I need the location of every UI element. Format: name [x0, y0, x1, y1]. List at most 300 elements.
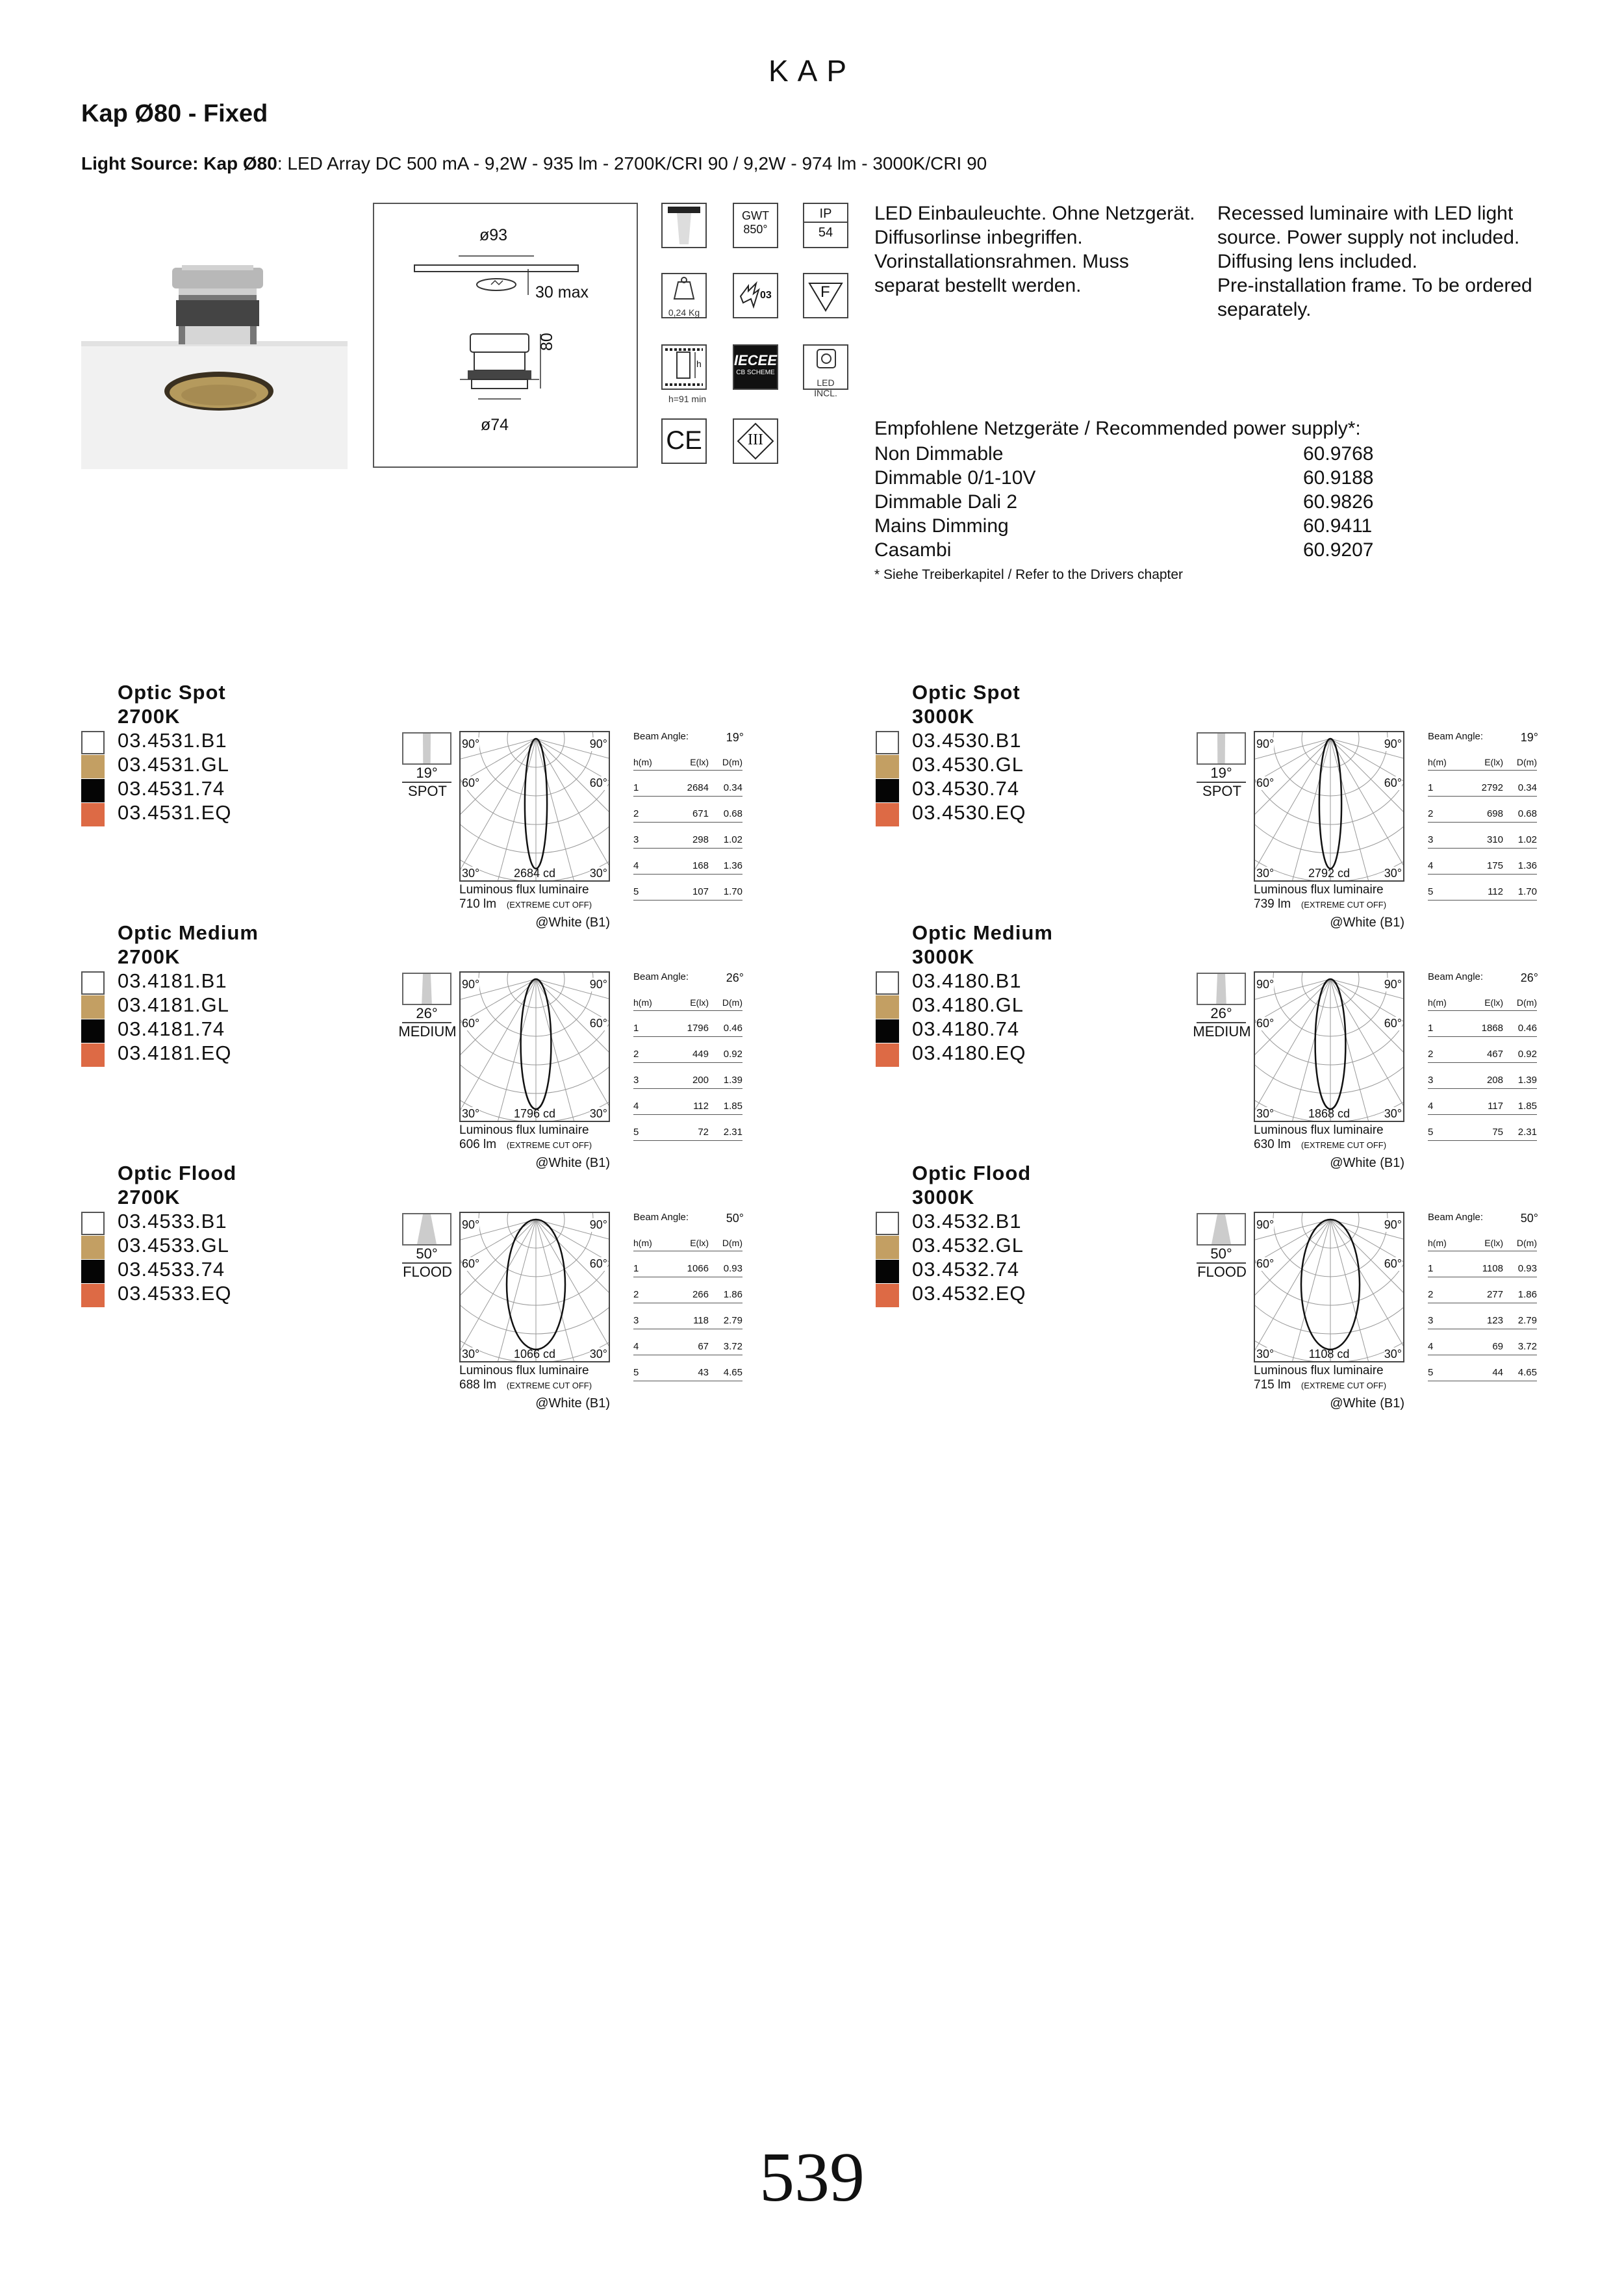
page-number: 539 — [759, 2139, 865, 2216]
angle-label: 90° — [589, 1218, 607, 1231]
luminous-flux — [1254, 1364, 1386, 1393]
cell-h: 4 — [1428, 849, 1460, 875]
article-code[interactable]: 03.4533.GL — [118, 1234, 230, 1257]
finish-swatch-b1 — [81, 1212, 105, 1235]
cell-e: 200 — [666, 1063, 709, 1089]
beam-angle-value: 50° — [1520, 1212, 1538, 1225]
angle-label: 30° — [1384, 1107, 1402, 1120]
article-code[interactable]: 03.4532.74 — [912, 1258, 1020, 1281]
description-en-line: Pre-installation frame. To be ordered — [1217, 275, 1532, 296]
angle-label: 60° — [589, 1017, 607, 1030]
f-mark-label: F — [820, 283, 830, 301]
optic-color-temp: 3000K — [912, 945, 975, 968]
flux-label: Luminous flux luminaire — [459, 1123, 589, 1137]
beam-table — [1428, 1212, 1538, 1381]
candela-value: 1108 cd — [1308, 1348, 1350, 1361]
bottom-diameter: ø74 — [481, 416, 509, 434]
finish-swatch-gl — [876, 1236, 899, 1259]
angle-label: 30° — [462, 867, 480, 880]
col-h: h(m) — [633, 988, 666, 1011]
beam-type — [1180, 732, 1264, 800]
flux-value: 739 lm — [1254, 897, 1291, 911]
angle-label: 30° — [589, 867, 607, 880]
article-code[interactable]: 03.4531.74 — [118, 777, 225, 800]
power-supply-list — [874, 442, 1377, 562]
cell-h: 3 — [633, 823, 666, 849]
cell-e: 1108 — [1460, 1251, 1503, 1277]
cell-h: 1 — [633, 1011, 666, 1037]
polar-curve — [461, 732, 609, 880]
finish-swatch-b1 — [81, 971, 105, 995]
article-code[interactable]: 03.4180.EQ — [912, 1041, 1026, 1064]
beam-name: FLOOD — [403, 1264, 452, 1280]
col-d: D(m) — [709, 748, 742, 771]
cell-e: 175 — [1460, 849, 1503, 875]
beam-name: SPOT — [1202, 783, 1241, 799]
beam-icon — [661, 203, 707, 248]
finish-swatch-eq — [81, 1043, 105, 1067]
ip-value: 54 — [818, 225, 833, 240]
cell-h: 4 — [633, 849, 666, 875]
cell-e: 2684 — [666, 771, 709, 797]
finish-swatch-b1 — [81, 731, 105, 754]
finish-swatch-b1 — [876, 1212, 899, 1235]
cell-d: 2.79 — [709, 1303, 742, 1329]
beam-angle-value: 26° — [726, 971, 744, 984]
angle-label: 90° — [1384, 737, 1402, 750]
flux-label: Luminous flux luminaire — [459, 883, 589, 897]
cell-h: 5 — [633, 1115, 666, 1141]
cell-d: 0.46 — [1503, 1011, 1537, 1037]
angle-label: 30° — [589, 1348, 607, 1361]
optic-title: Optic Flood — [118, 1162, 237, 1184]
table-row — [633, 1303, 742, 1329]
flux-value: 630 lm — [1254, 1138, 1291, 1151]
power-supply-name: Dimmable Dali 2 — [874, 491, 1018, 513]
protection-class-icon — [733, 418, 778, 464]
illuminance-table — [633, 1229, 742, 1381]
height-dimension: 80 — [538, 333, 556, 351]
table-row — [633, 823, 742, 849]
table-row — [633, 1063, 742, 1089]
polar-diagram — [459, 731, 610, 882]
angle-label: 60° — [462, 1017, 480, 1030]
cell-d: 0.92 — [709, 1037, 742, 1063]
cell-e: 107 — [666, 875, 709, 901]
cell-h: 5 — [633, 875, 666, 901]
beam-degree: 50° — [1197, 1246, 1246, 1264]
beam-table — [1428, 971, 1538, 1141]
product-photo — [81, 203, 348, 469]
white-reference: @White (B1) — [535, 1156, 610, 1170]
col-d: D(m) — [1503, 988, 1537, 1011]
beam-type — [385, 1213, 470, 1281]
description-de-line: separat bestellt werden. — [874, 275, 1082, 296]
iecee-icon — [733, 344, 778, 390]
angle-label: 30° — [1384, 867, 1402, 880]
article-code[interactable]: 03.4180.GL — [912, 993, 1024, 1016]
beam-degree: 26° — [402, 1005, 451, 1023]
weight-value: 0,24 Kg — [668, 307, 700, 318]
white-reference: @White (B1) — [1330, 915, 1404, 930]
cell-e: 266 — [666, 1277, 709, 1303]
beam-angle-label: Beam Angle: — [633, 1212, 689, 1223]
power-supply-row — [874, 490, 1377, 514]
beam-angle-value: 26° — [1520, 971, 1538, 984]
white-reference: @White (B1) — [1330, 1156, 1404, 1170]
cell-e: 112 — [666, 1089, 709, 1115]
article-code[interactable]: 03.4532.B1 — [912, 1210, 1022, 1233]
angle-label: 60° — [462, 1257, 480, 1270]
polar-curve — [1255, 1213, 1403, 1361]
angle-label: 60° — [1256, 1017, 1275, 1030]
cell-e: 449 — [666, 1037, 709, 1063]
power-supply-name: Mains Dimming — [874, 515, 1009, 537]
cell-e: 67 — [666, 1329, 709, 1355]
table-row — [1428, 1355, 1537, 1381]
illuminance-table — [1428, 988, 1537, 1141]
beam-table — [633, 971, 744, 1141]
table-row — [1428, 1277, 1537, 1303]
cell-d: 1.86 — [1503, 1277, 1537, 1303]
cell-e: 1066 — [666, 1251, 709, 1277]
col-h: h(m) — [1428, 1229, 1460, 1251]
white-reference: @White (B1) — [1330, 1396, 1404, 1411]
flux-value: 710 lm — [459, 897, 497, 911]
angle-label: 90° — [1384, 978, 1402, 991]
led-included-label: LED INCL. — [814, 377, 837, 398]
polar-diagram — [459, 971, 610, 1122]
beam-angle-value: 19° — [726, 731, 744, 744]
glow-wire-icon — [733, 203, 778, 248]
finish-swatch-74 — [876, 1260, 899, 1283]
cell-d: 1.39 — [709, 1063, 742, 1089]
table-row — [1428, 875, 1537, 901]
col-d: D(m) — [1503, 748, 1537, 771]
article-code[interactable]: 03.4530.B1 — [912, 729, 1022, 752]
beam-table — [633, 1212, 744, 1381]
finish-swatch-gl — [81, 755, 105, 778]
candela-value: 2792 cd — [1308, 867, 1351, 880]
beam-degree: 19° — [402, 765, 451, 783]
angle-label: 90° — [1256, 737, 1275, 750]
cell-d: 0.92 — [1503, 1037, 1537, 1063]
candela-value: 2684 cd — [513, 867, 556, 880]
illuminance-table — [633, 748, 742, 901]
beam-spread-icon — [402, 1213, 451, 1246]
table-row — [633, 1011, 742, 1037]
light-source-label: Light Source: Kap Ø80 — [81, 153, 277, 173]
beam-angle-label: Beam Angle: — [1428, 1212, 1484, 1223]
article-code[interactable]: 03.4531.EQ — [118, 801, 232, 824]
description-en-line: Recessed luminaire with LED light — [1217, 203, 1514, 224]
article-code[interactable]: 03.4531.B1 — [118, 729, 227, 752]
iecee-sub: CB SCHEME — [736, 369, 775, 376]
col-h: h(m) — [633, 1229, 666, 1251]
cell-d: 1.85 — [1503, 1089, 1537, 1115]
beam-angle-value: 19° — [1520, 731, 1538, 744]
table-row — [633, 875, 742, 901]
beam-angle-label: Beam Angle: — [633, 731, 689, 742]
beam-table — [633, 731, 744, 901]
beam-spread-icon — [402, 732, 451, 765]
description-de-line: Diffusorlinse inbegriffen. — [874, 227, 1083, 248]
cell-d: 4.65 — [709, 1355, 742, 1381]
table-row — [1428, 823, 1537, 849]
article-code[interactable]: 03.4181.B1 — [118, 969, 227, 992]
cell-h: 2 — [1428, 1037, 1460, 1063]
optic-color-temp: 2700K — [118, 1186, 181, 1208]
finish-swatch-b1 — [876, 731, 899, 754]
cell-d: 1.86 — [709, 1277, 742, 1303]
col-d: D(m) — [709, 988, 742, 1011]
article-code[interactable]: 03.4532.GL — [912, 1234, 1024, 1257]
finish-swatch-gl — [876, 995, 899, 1019]
luminous-flux — [459, 883, 592, 912]
cell-e: 72 — [666, 1115, 709, 1141]
cell-e: 118 — [666, 1303, 709, 1329]
illuminance-table — [633, 988, 742, 1141]
table-row — [1428, 1303, 1537, 1329]
cell-d: 1.02 — [1503, 823, 1537, 849]
white-reference: @White (B1) — [535, 1396, 610, 1411]
article-code[interactable]: 03.4532.EQ — [912, 1282, 1026, 1305]
flux-value: 715 lm — [1254, 1378, 1291, 1392]
angle-label: 30° — [589, 1107, 607, 1120]
power-supply-code: 60.9768 — [1303, 443, 1374, 465]
energy-class-icon — [733, 273, 778, 318]
product-title: Kap Ø80 - Fixed — [81, 100, 268, 127]
finish-swatch-74 — [876, 779, 899, 802]
cell-e: 43 — [666, 1355, 709, 1381]
table-row — [633, 797, 742, 823]
beam-name: MEDIUM — [398, 1023, 457, 1040]
article-code[interactable]: 03.4181.EQ — [118, 1041, 232, 1064]
finish-swatch-gl — [81, 995, 105, 1019]
article-code[interactable]: 03.4530.74 — [912, 777, 1020, 800]
cell-d: 0.93 — [1503, 1251, 1537, 1277]
flux-label: Luminous flux luminaire — [459, 1364, 589, 1377]
cell-h: 2 — [1428, 797, 1460, 823]
cell-e: 277 — [1460, 1277, 1503, 1303]
cell-h: 2 — [633, 1037, 666, 1063]
table-row — [633, 849, 742, 875]
flux-label: Luminous flux luminaire — [1254, 883, 1384, 897]
article-code[interactable]: 03.4533.74 — [118, 1258, 225, 1281]
article-code[interactable]: 03.4533.EQ — [118, 1282, 232, 1305]
cell-h: 4 — [1428, 1329, 1460, 1355]
cell-e: 75 — [1460, 1115, 1503, 1141]
power-supply-code: 60.9188 — [1303, 467, 1374, 489]
optic-title: Optic Spot — [912, 681, 1021, 704]
angle-label: 90° — [462, 1218, 480, 1231]
cell-e: 123 — [1460, 1303, 1503, 1329]
article-code[interactable]: 03.4180.74 — [912, 1017, 1020, 1040]
candela-value: 1796 cd — [513, 1107, 556, 1120]
power-supply-code: 60.9411 — [1303, 515, 1373, 537]
article-code[interactable]: 03.4530.EQ — [912, 801, 1026, 824]
angle-label: 30° — [462, 1348, 480, 1361]
illuminance-table — [1428, 1229, 1537, 1381]
cell-e: 208 — [1460, 1063, 1503, 1089]
luminous-flux — [459, 1123, 592, 1153]
table-row — [1428, 1089, 1537, 1115]
table-row — [1428, 1251, 1537, 1277]
angle-label: 60° — [589, 776, 607, 789]
article-code[interactable]: 03.4530.GL — [912, 753, 1024, 776]
beam-spread-icon — [1197, 732, 1246, 765]
angle-label: 60° — [462, 776, 480, 789]
ip-label: IP — [804, 207, 847, 223]
cell-h: 4 — [633, 1329, 666, 1355]
angle-label: 30° — [1256, 867, 1275, 880]
light-source-text: : LED Array DC 500 mA - 9,2W - 935 lm - 2700K/CRI 90 / 9,2W - 974 lm - 3000K/CRI 90 — [277, 153, 987, 173]
power-supply-name: Dimmable 0/1-10V — [874, 467, 1036, 489]
beam-spread-icon — [1197, 1213, 1246, 1246]
cell-h: 2 — [633, 797, 666, 823]
optic-color-temp: 2700K — [118, 945, 181, 968]
angle-label: 90° — [1384, 1218, 1402, 1231]
finish-swatch-gl — [81, 1236, 105, 1259]
article-code[interactable]: 03.4533.B1 — [118, 1210, 227, 1233]
optic-title: Optic Spot — [118, 681, 226, 704]
f-mark-icon — [803, 273, 848, 318]
angle-label: 60° — [1256, 1257, 1275, 1270]
cell-h: 2 — [633, 1277, 666, 1303]
angle-label: 90° — [462, 978, 480, 991]
cutoff-label: (EXTREME CUT OFF) — [506, 900, 592, 910]
power-supply-code: 60.9207 — [1303, 539, 1374, 561]
polar-curve — [1255, 973, 1403, 1121]
finish-swatch-eq — [876, 1284, 899, 1307]
table-row — [633, 1277, 742, 1303]
article-code[interactable]: 03.4531.GL — [118, 753, 230, 776]
weight-icon — [661, 273, 707, 318]
h-min-label: h=91 min — [668, 394, 706, 404]
polar-diagram — [1254, 1212, 1404, 1362]
angle-label: 30° — [462, 1107, 480, 1120]
cell-d: 2.79 — [1503, 1303, 1537, 1329]
description-de-line: Vorinstallationsrahmen. Muss — [874, 251, 1129, 272]
cell-d: 1.02 — [709, 823, 742, 849]
optic-color-temp: 3000K — [912, 705, 975, 728]
cell-h: 5 — [633, 1355, 666, 1381]
table-row — [633, 1355, 742, 1381]
article-code[interactable]: 03.4181.GL — [118, 993, 230, 1016]
cell-e: 117 — [1460, 1089, 1503, 1115]
table-row — [633, 771, 742, 797]
illuminance-table — [1428, 748, 1537, 901]
finish-swatch-b1 — [876, 971, 899, 995]
col-e: E(lx) — [1460, 748, 1503, 771]
finish-swatch-gl — [876, 755, 899, 778]
col-h: h(m) — [1428, 748, 1460, 771]
angle-label: 30° — [1256, 1348, 1275, 1361]
description-de-line: LED Einbauleuchte. Ohne Netzgerät. — [874, 203, 1195, 224]
iecee-label: IECEE — [734, 352, 778, 368]
cell-d: 0.68 — [1503, 797, 1537, 823]
finish-swatch-eq — [876, 803, 899, 826]
angle-label: 60° — [1384, 776, 1402, 789]
white-reference: @White (B1) — [535, 915, 610, 930]
table-row — [1428, 1115, 1537, 1141]
col-h: h(m) — [1428, 988, 1460, 1011]
finish-swatch-74 — [81, 779, 105, 802]
beam-angle-label: Beam Angle: — [1428, 731, 1484, 742]
cell-e: 1796 — [666, 1011, 709, 1037]
luminous-flux — [1254, 1123, 1386, 1153]
cell-e: 44 — [1460, 1355, 1503, 1381]
polar-diagram — [1254, 971, 1404, 1122]
article-code[interactable]: 03.4180.B1 — [912, 969, 1022, 992]
description-de — [874, 201, 1195, 298]
cell-d: 0.46 — [709, 1011, 742, 1037]
cell-d: 1.70 — [1503, 875, 1537, 901]
optic-title: Optic Medium — [118, 921, 259, 944]
cell-h: 5 — [1428, 1355, 1460, 1381]
cell-h: 5 — [1428, 1115, 1460, 1141]
candela-value: 1868 cd — [1308, 1107, 1351, 1120]
col-e: E(lx) — [1460, 1229, 1503, 1251]
led-included-icon — [803, 344, 848, 398]
beam-type — [385, 973, 470, 1040]
beam-type — [1180, 1213, 1264, 1281]
table-row — [1428, 1037, 1537, 1063]
optic-color-temp: 3000K — [912, 1186, 975, 1208]
installation-height-icon — [661, 344, 707, 390]
power-supply-name: Casambi — [874, 539, 952, 561]
cell-e: 671 — [666, 797, 709, 823]
angle-label: 60° — [1384, 1257, 1402, 1270]
beam-spread-icon — [1197, 973, 1246, 1005]
cell-d: 4.65 — [1503, 1355, 1537, 1381]
col-d: D(m) — [1503, 1229, 1537, 1251]
beam-name: FLOOD — [1197, 1264, 1247, 1280]
table-row — [1428, 797, 1537, 823]
table-row — [633, 1251, 742, 1277]
cell-d: 0.93 — [709, 1251, 742, 1277]
description-en-line: separately. — [1217, 299, 1312, 320]
cell-e: 112 — [1460, 875, 1503, 901]
luminous-flux — [459, 1364, 592, 1393]
power-supply-title: Empfohlene Netzgeräte / Recommended power supply*: — [874, 418, 1361, 439]
beam-spread-icon — [402, 973, 451, 1005]
cell-h: 2 — [1428, 1277, 1460, 1303]
cell-h: 4 — [633, 1089, 666, 1115]
angle-label: 60° — [1256, 776, 1275, 789]
cutoff-label: (EXTREME CUT OFF) — [506, 1140, 592, 1150]
angle-label: 60° — [1384, 1017, 1402, 1030]
beam-degree: 26° — [1197, 1005, 1246, 1023]
cell-h: 5 — [1428, 875, 1460, 901]
beam-type — [1180, 973, 1264, 1040]
cell-e: 298 — [666, 823, 709, 849]
table-row — [1428, 1063, 1537, 1089]
cell-e: 69 — [1460, 1329, 1503, 1355]
cell-d: 0.68 — [709, 797, 742, 823]
cell-h: 3 — [1428, 823, 1460, 849]
cutoff-label: (EXTREME CUT OFF) — [506, 1381, 592, 1390]
col-d: D(m) — [709, 1229, 742, 1251]
brand-title: KAP — [768, 54, 856, 88]
cell-h: 1 — [1428, 1011, 1460, 1037]
table-row — [1428, 771, 1537, 797]
flux-value: 606 lm — [459, 1138, 497, 1151]
power-supply-code: 60.9826 — [1303, 491, 1374, 513]
table-row — [1428, 849, 1537, 875]
description-en-line: source. Power supply not included. — [1217, 227, 1520, 248]
article-code[interactable]: 03.4181.74 — [118, 1017, 225, 1040]
